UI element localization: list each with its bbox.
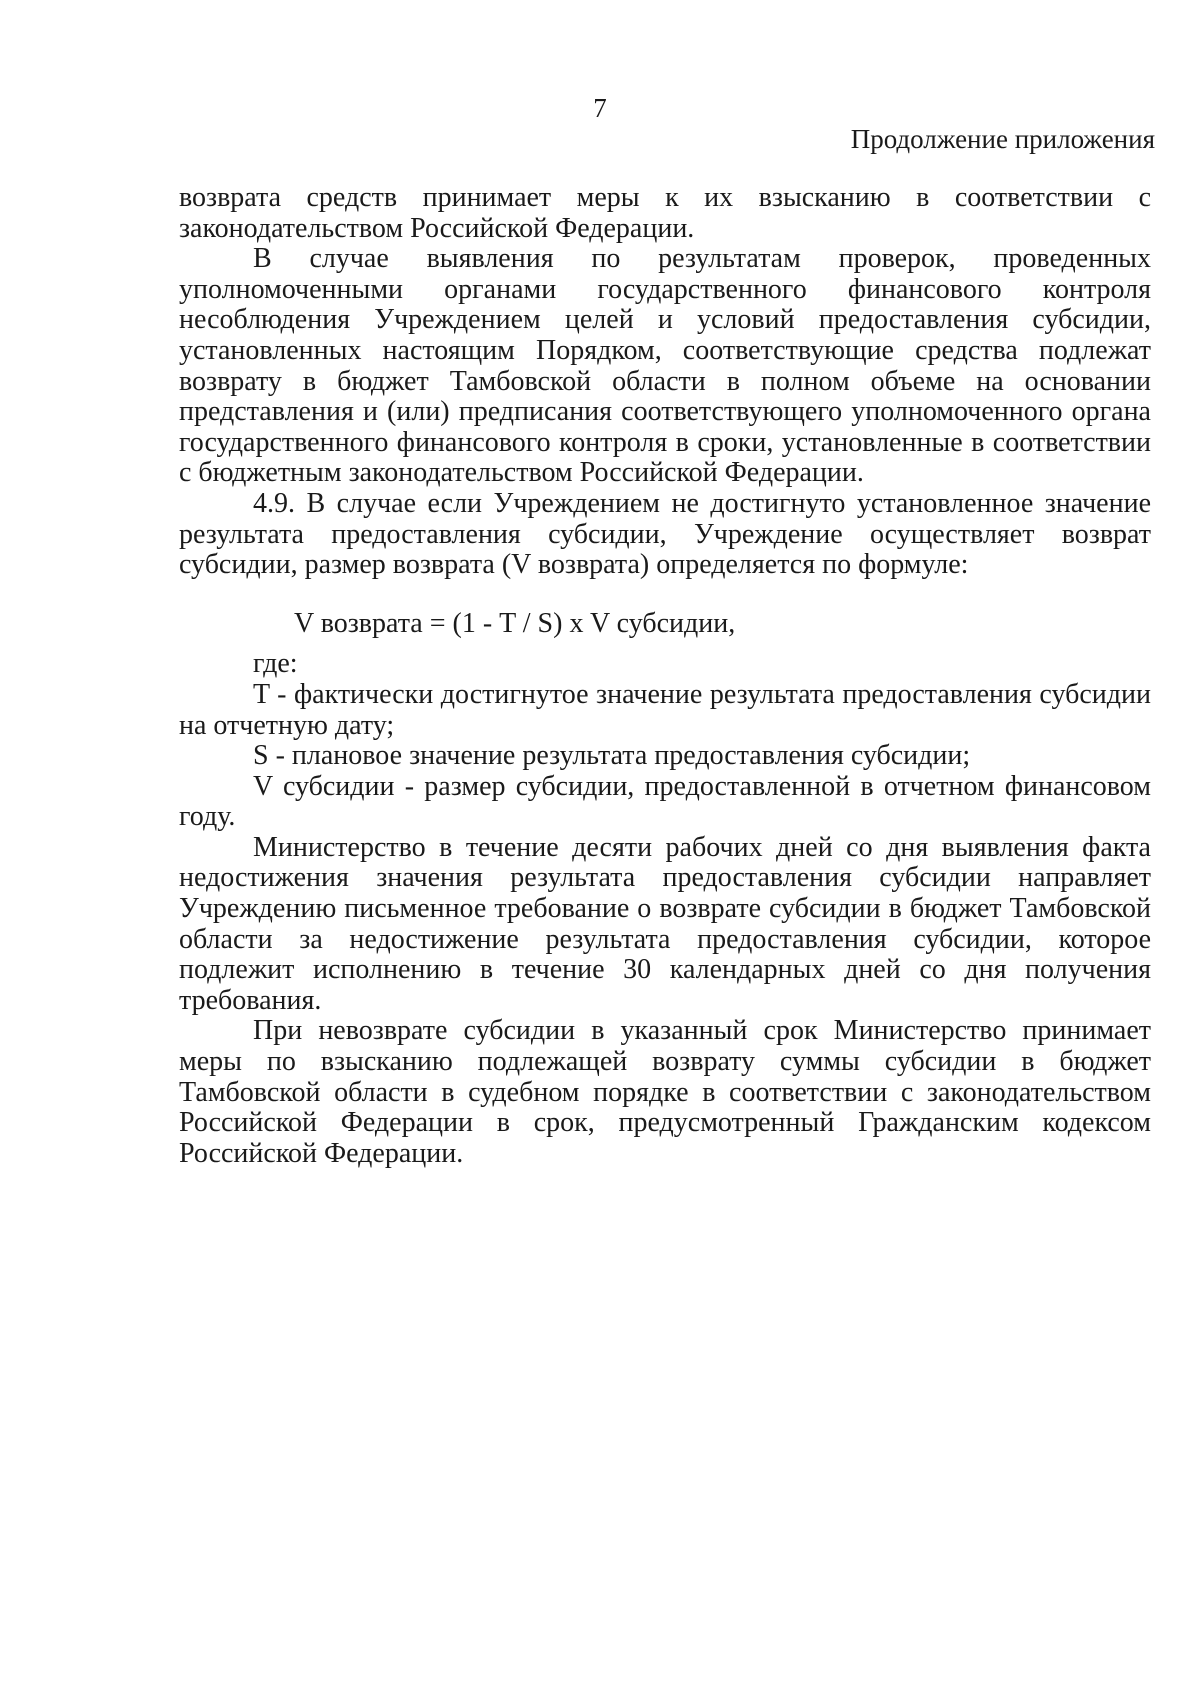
document-body [179,183,1151,1169]
return-formula: V возврата = (1 - T / S) x V субсидии, [294,607,736,639]
paragraph-audit-return: В случае выявления по результатам проверок, проведенных уполномоченными органами государственного финансового контроля несоблюдения Учреждением целей и условий предоставления субсидии, установленных настоящим Порядком, соответствующие средства подлежат возврату в бюджет Тамбовской области в полном объеме на основании представления и (или) предписания соответствующего уполномоченного органа государственного финансового контроля в сроки, установленные в соответствии с бюджетным законодательством Российской Федерации. [179,243,1151,489]
page-number: 7 [593,93,607,123]
formula-where-label: где: [253,648,298,680]
paragraph-court-recovery: При невозврате субсидии в указанный срок Министерство принимает меры по взысканию подлежащей возврату суммы субсидии в бюджет Тамбовской области в судебном порядке в соответствии с законодательством Российской Федерации в срок, предусмотренный Гражданским кодексом Российской Федерации. [179,1015,1151,1169]
header-note: Продолжение приложения [850,124,1155,154]
paragraph-ministry-demand: Министерство в течение десяти рабочих дней со дня выявления факта недостижения значения результата предоставления субсидии направляет Учреждению письменное требование о возврате субсидии в бюджет Тамбовской области за недостижение результата предоставления субсидии, которое подлежит исполнению в течение 30 календарных дней со дня получения требования. [179,831,1151,1016]
formula-term-s: S - плановое значение результата предоставления субсидии; [253,740,971,772]
paragraph-4-9: 4.9. В случае если Учреждением не достигнуто установленное значение результата предоставления субсидии, Учреждение осуществляет возврат субсидии, размер возврата (V возврата) определяется по формуле: [179,487,1151,581]
formula-term-t: T - фактически достигнутое значение результата предоставления субсидии на отчетную дату; [179,678,1151,741]
paragraph-continuation: возврата средств принимает меры к их взысканию в соответствии с законодательством Российской Федерации. [179,182,1151,244]
formula-term-v: V субсидии - размер субсидии, предоставленной в отчетном финансовом году. [179,770,1151,833]
